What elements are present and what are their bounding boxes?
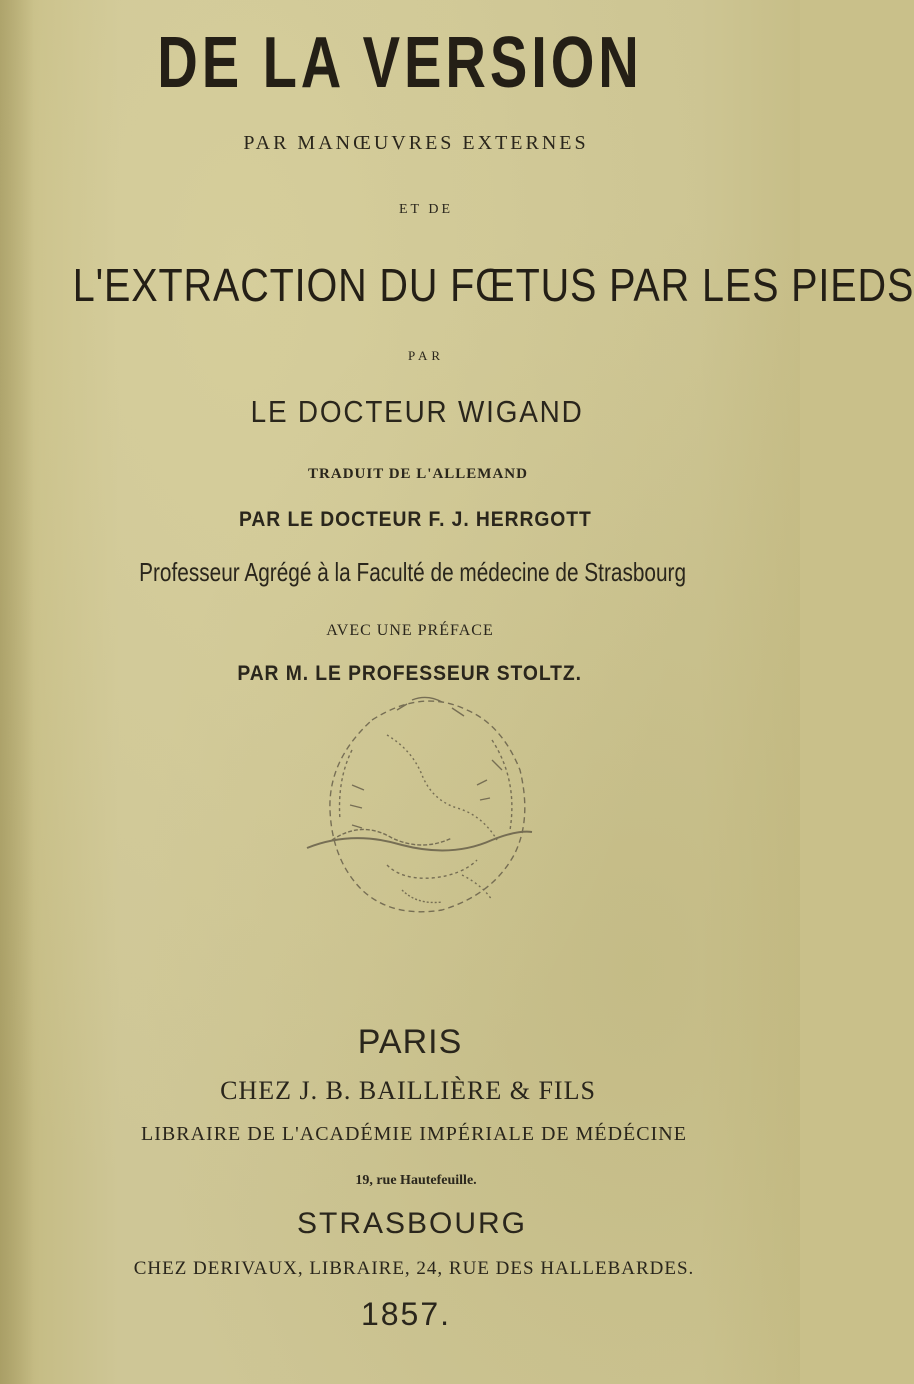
translated-note: TRADUIT DE L'ALLEMAND (308, 466, 528, 482)
main-title: L'EXTRACTION DU FŒTUS PAR LES PIEDS (72, 259, 914, 311)
imprint-publisher-role: LIBRAIRE DE L'ACADÉMIE IMPÉRIALE DE MÉDÉCINE (141, 1123, 687, 1145)
imprint-address-paris: 19, rue Hautefeuille. (355, 1173, 477, 1188)
imprint-publisher-paris: CHEZ J. B. BAILLIÈRE & FILS (220, 1076, 596, 1105)
preface-author: PAR M. LE PROFESSEUR STOLTZ. (237, 662, 582, 685)
subtitle-line-2: ET DE (398, 202, 453, 217)
head-title: DE LA VERSION (157, 23, 643, 103)
preface-note: AVEC UNE PRÉFACE (326, 622, 494, 639)
author-name: LE DOCTEUR WIGAND (250, 394, 584, 429)
translator-name: PAR LE DOCTEUR F. J. HERRGOTT (239, 508, 592, 531)
publication-year: 1857. (360, 1296, 452, 1332)
publisher-device-icon (292, 680, 552, 920)
imprint-city-paris: PARIS (357, 1023, 463, 1061)
imprint-publisher-strasbourg: CHEZ DERIVAUX, LIBRAIRE, 24, RUE DES HALLEBARDES. (133, 1258, 695, 1279)
translator-title: Professeur Agrégé à la Faculté de médecine de Strasbourg (139, 557, 687, 587)
by-label: PAR (407, 348, 445, 363)
imprint-city-strasbourg: STRASBOURG (296, 1207, 528, 1240)
subtitle-line-1: PAR MANŒUVRES EXTERNES (243, 132, 589, 154)
